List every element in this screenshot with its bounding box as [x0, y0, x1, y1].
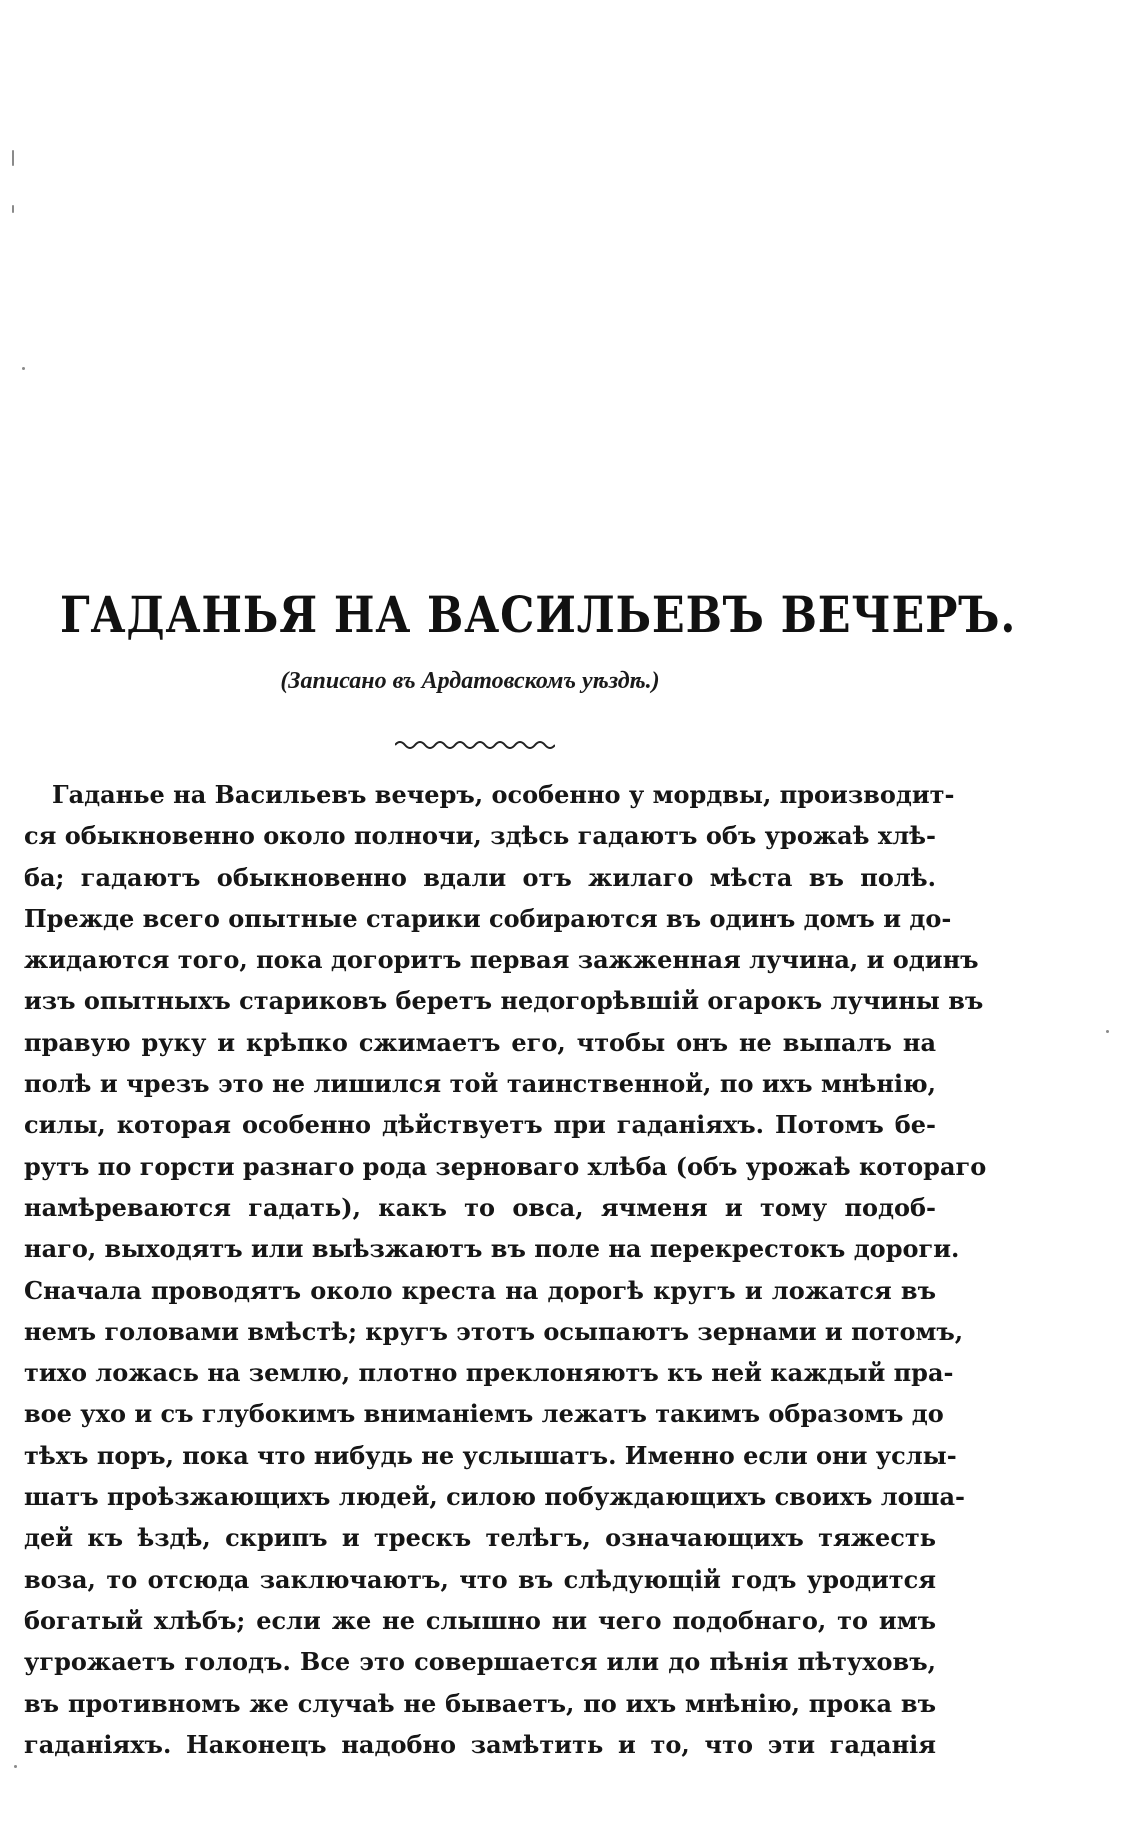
text-line: Сначала проводятъ около креста на дорогѣ кругъ и ложатся въ — [24, 1275, 936, 1305]
text-line: изъ опытныхъ стариковъ беретъ недогорѣвшій огарокъ лучины въ — [24, 986, 984, 1016]
text-line: правую руку и крѣпко сжимаетъ его, чтобы онъ не выпалъ на — [24, 1027, 936, 1057]
page-subtitle: (Записано въ Ардатовскомъ уѣздѣ.) — [280, 668, 660, 694]
text-line: тихо ложась на землю, плотно преклоняютъ къ ней каждый пра- — [24, 1358, 954, 1388]
body-text — [24, 774, 987, 1765]
text-line: дей къ ѣздѣ, скрипъ и трескъ телѣгъ, означающихъ тяжесть — [24, 1523, 936, 1553]
page-title: ГАДАНЬЯ НА ВАСИЛЬЕВЪ ВЕЧЕРЪ. — [60, 585, 1017, 644]
text-line: рутъ по горсти разнаго рода зерноваго хлѣба (объ урожаѣ котораго — [24, 1151, 987, 1181]
text-line: полѣ и чрезъ это не лишился той таинственной, по ихъ мнѣнію, — [24, 1069, 936, 1099]
scan-speck — [12, 205, 14, 213]
text-line: немъ головами вмѣстѣ; кругъ этотъ осыпаютъ зернами и потомъ, — [24, 1316, 964, 1346]
scan-speck — [1106, 1030, 1109, 1033]
text-line: шатъ проѣзжающихъ людей, силою побуждающихъ своихъ лоша- — [24, 1482, 965, 1512]
text-line: угрожаетъ голодъ. Все это совершается или до пѣнія пѣтуховъ, — [24, 1647, 936, 1677]
text-line: ся обыкновенно около полночи, здѣсь гадаютъ объ урожаѣ хлѣ- — [24, 821, 936, 851]
text-line: наго, выходятъ или выѣзжаютъ въ поле на перекрестокъ дороги. — [24, 1234, 960, 1264]
text-line: гаданіяхъ. Наконецъ надобно замѣтить и то, что эти гаданія — [24, 1729, 936, 1759]
wavy-rule-ornament — [395, 738, 555, 752]
text-line: тѣхъ поръ, пока что нибудь не услышатъ. Именно если они услы- — [24, 1440, 957, 1470]
text-line: Гаданье на Васильевъ вечеръ, особенно у мордвы, производит- — [52, 780, 955, 809]
scan-speck — [14, 1765, 17, 1768]
text-line: богатый хлѣбъ; если же не слышно ни чего подобнаго, то имъ — [24, 1605, 936, 1635]
text-line: намѣреваются гадать), какъ то овса, ячменя и тому подоб- — [24, 1192, 936, 1222]
text-line: ба; гадаютъ обыкновенно вдали отъ жилаго мѣста въ полѣ. — [24, 862, 936, 892]
scan-speck — [12, 150, 14, 166]
scan-speck — [22, 367, 25, 370]
text-line: въ противномъ же случаѣ не бываетъ, по ихъ мнѣнію, прока въ — [24, 1688, 936, 1718]
text-line: Прежде всего опытные старики собираются въ одинъ домъ и до- — [24, 903, 952, 933]
text-line: вое ухо и съ глубокимъ вниманіемъ лежатъ такимъ образомъ до — [24, 1399, 944, 1429]
text-line: воза, то отсюда заключаютъ, что въ слѣдующій годъ уродится — [24, 1564, 936, 1594]
text-line: силы, которая особенно дѣйствуетъ при гаданіяхъ. Потомъ бе- — [24, 1110, 936, 1140]
text-line: жидаются того, пока догоритъ первая зажженная лучина, и одинъ — [24, 945, 979, 975]
